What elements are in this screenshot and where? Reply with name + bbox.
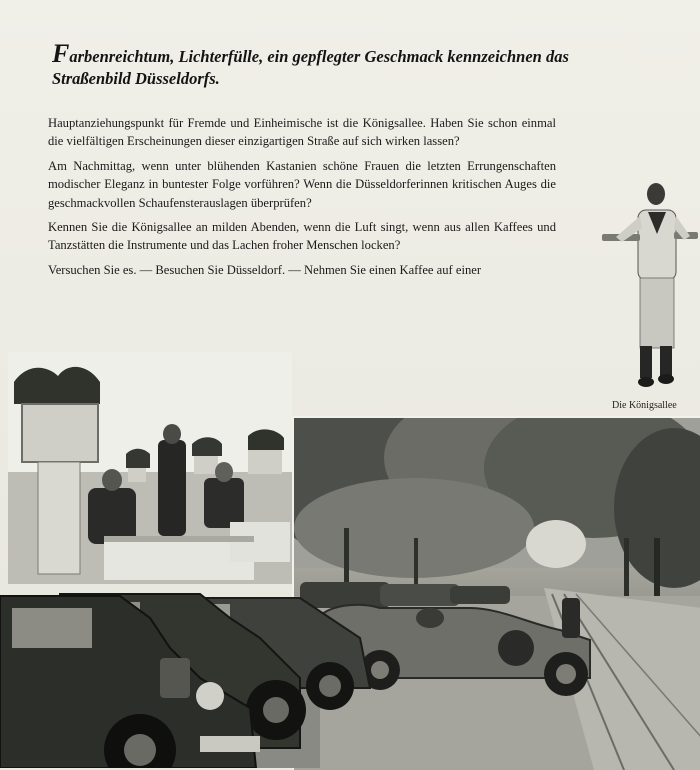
page-heading [52, 39, 572, 90]
paragraph-3: Kennen Sie die Königsallee an milden Abenden, wenn die Luft singt, wenn aus allen Kaffees und Tanzstätten die Instrumente und das Lachen froher Menschen locken? [48, 220, 556, 253]
paragraph-4: Versuchen Sie es. — Besuchen Sie Düsseldorf. — Nehmen Sie einen Kaffee auf einer [48, 262, 482, 277]
heading-text: arbenreichtum, Lichterfülle, ein gepflegter Geschmack kennzeichnen das Straßenbild Düsseldorfs. [52, 47, 569, 88]
photo-caption: Die Königsallee [612, 400, 677, 411]
body-text [48, 114, 556, 285]
parked-cars-photo [0, 578, 600, 768]
cafe-terrace-photo [8, 352, 292, 584]
heading-initial: F [52, 39, 70, 68]
paragraph-1: Hauptanziehungspunkt für Fremde und Einheimische ist die Königsallee. Haben Sie schon einmal die vielfältigen Erscheinungen dieser einzigartigen Straße auf sich wirken lassen? [48, 116, 556, 149]
waiter-photo [598, 182, 698, 392]
paragraph-2: Am Nachmittag, wenn unter blühenden Kastanien schöne Frauen die letzten Errungenschaften modischer Eleganz in buntester Folge vorführen? Wenn die Düsseldorferinnen kritischen Auges die geschmackvollen Schaufensterauslagen überprüfen? [48, 158, 556, 210]
